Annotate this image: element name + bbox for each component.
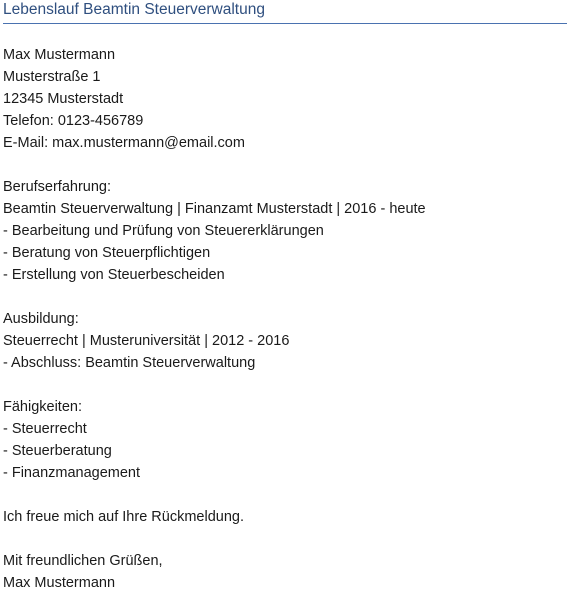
- contact-city: 12345 Musterstadt: [3, 91, 124, 107]
- skills-item: - Finanzmanagement: [3, 465, 141, 481]
- education-heading: Ausbildung:: [3, 311, 79, 327]
- spacer: [3, 528, 563, 550]
- experience-item: - Beratung von Steuerpflichtigen: [3, 245, 211, 261]
- title-underline: [3, 23, 567, 24]
- signoff: Mit freundlichen Grüßen,: [3, 553, 163, 569]
- spacer: [3, 154, 563, 176]
- closing-sentence: Ich freue mich auf Ihre Rückmeldung.: [3, 509, 244, 525]
- skills-item: - Steuerrecht: [3, 421, 87, 437]
- skills-heading: Fähigkeiten:: [3, 399, 82, 415]
- contact-name: Max Mustermann: [3, 47, 116, 63]
- signature-name: Max Mustermann: [3, 575, 116, 591]
- experience-position: Beamtin Steuerverwaltung | Finanzamt Musterstadt | 2016 - heute: [3, 201, 426, 217]
- document-body: [3, 44, 563, 594]
- experience-item: - Erstellung von Steuerbescheiden: [3, 267, 225, 283]
- experience-item: - Bearbeitung und Prüfung von Steuererklärungen: [3, 223, 324, 239]
- skills-item: - Steuerberatung: [3, 443, 112, 459]
- education-entry: Steuerrecht | Musteruniversität | 2012 - 2016: [3, 333, 290, 349]
- spacer: [3, 484, 563, 506]
- contact-street: Musterstraße 1: [3, 69, 101, 85]
- document-title: Lebenslauf Beamtin Steuerverwaltung: [3, 1, 265, 18]
- spacer: [3, 374, 563, 396]
- spacer: [3, 286, 563, 308]
- experience-heading: Berufserfahrung:: [3, 179, 112, 195]
- education-item: - Abschluss: Beamtin Steuerverwaltung: [3, 355, 256, 371]
- contact-phone: Telefon: 0123-456789: [3, 113, 144, 129]
- contact-email: E-Mail: max.mustermann@email.com: [3, 135, 245, 151]
